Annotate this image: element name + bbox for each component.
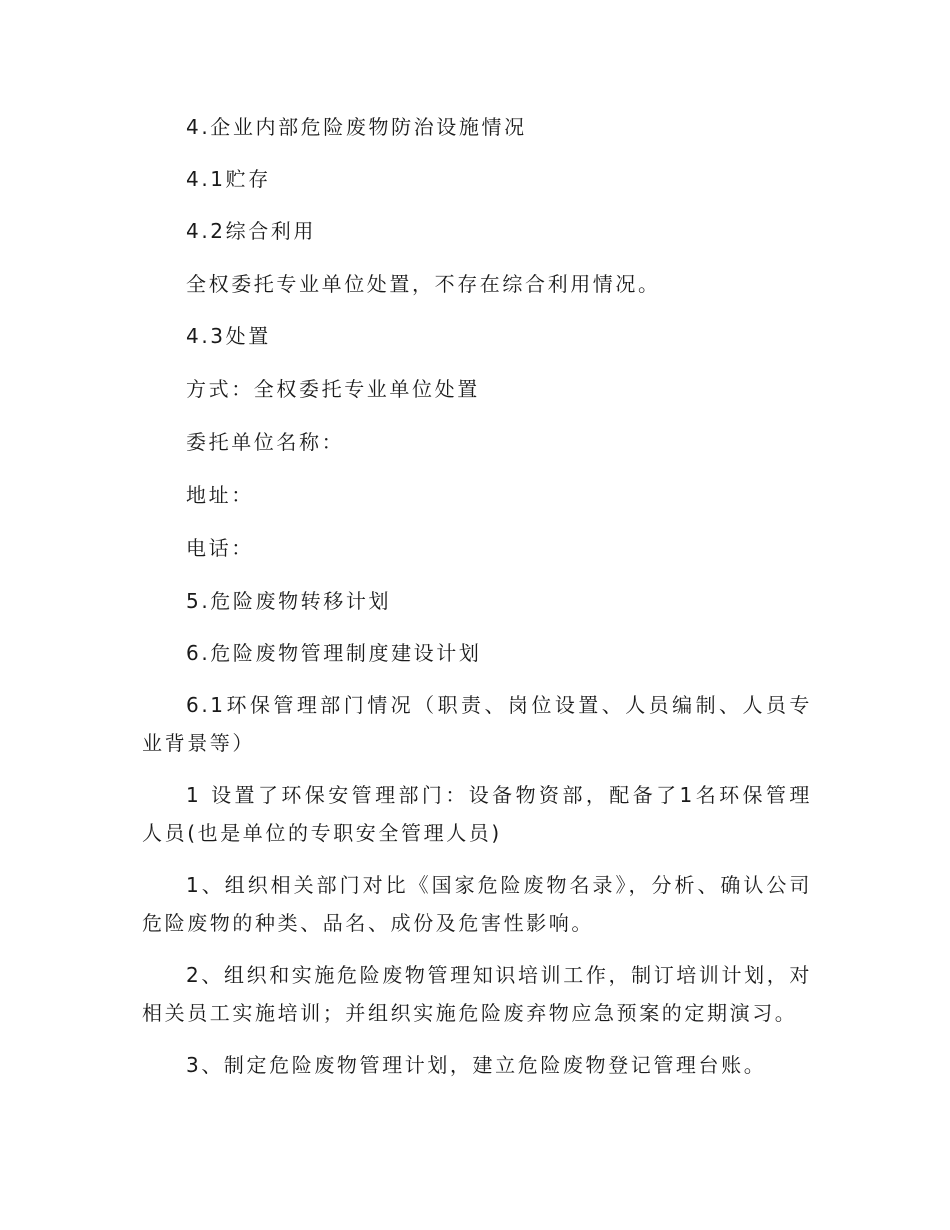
duty-item-2: 2、组织和实施危险废物管理知识培训工作，制订培训计划，对相关员工实施培训；并组织实施危险废弃物应急预案的定期演习。 (142, 963, 812, 1025)
heading-5: 5.危险废物转移计划 (186, 589, 392, 613)
dept-paragraph: 1 设置了环保安管理部门：设备物资部，配备了1名环保管理人员(也是单位的专职安全管理人员) (142, 783, 812, 845)
phone-label: 电话： (186, 536, 254, 560)
heading-6: 6.危险废物管理制度建设计划 (186, 641, 482, 665)
entrusted-unit-label: 委托单位名称： (186, 430, 345, 454)
disposal-method: 方式：全权委托专业单位处置 (186, 377, 480, 401)
heading-4-1: 4.1贮存 (186, 167, 271, 191)
heading-6-1: 6.1环保管理部门情况（职责、岗位设置、人员编制、人员专业背景等） (142, 693, 812, 755)
heading-4: 4.企业内部危险废物防治设施情况 (186, 115, 527, 139)
heading-4-3: 4.3处置 (186, 324, 271, 348)
address-label: 地址： (186, 483, 254, 507)
heading-4-2: 4.2综合利用 (186, 219, 317, 243)
duty-item-1: 1、组织相关部门对比《国家危险废物名录》，分析、确认公司危险废物的种类、品名、成份及危害性影响。 (142, 873, 812, 935)
text-4-2: 全权委托专业单位处置，不存在综合利用情况。 (186, 272, 661, 296)
duty-item-3: 3、制定危险废物管理计划，建立危险废物登记管理台账。 (186, 1053, 767, 1077)
